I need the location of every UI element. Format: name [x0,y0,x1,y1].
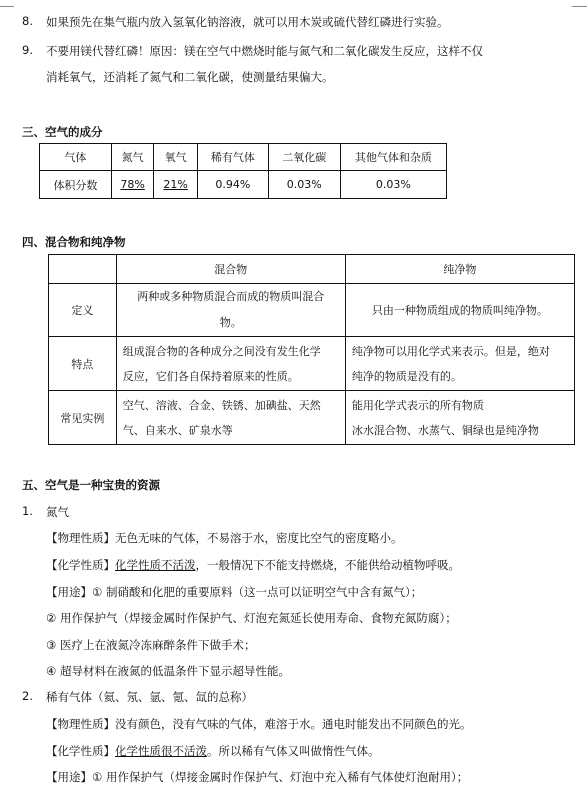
crop-mark [0,6,14,7]
cell-text: 只由一种物质组成的物质叫纯净物。 [371,304,548,317]
property-text: ，一般情况下不能支持燃烧，不能供给动植物呼吸。 [195,558,460,572]
subsection-title: 稀有气体（氦、氖、氩、氪、氙的总称） [46,690,253,704]
use-item: ④ 超导材料在液氮的低温条件下显示超导性能。 [46,664,290,678]
cell-value: 21% [163,178,188,191]
property-tag: 【化学性质】 [46,744,115,758]
property-line [46,716,472,732]
cell-text: 气、自来水、矿泉水等 [122,423,233,437]
list-item-text: 不要用镁代替红磷！原因：镁在空气中燃烧时能与氮气和二氧化碳发生反应，这样不仅 [46,44,483,58]
cell-text: 物。 [219,316,242,329]
list-item-text: 消耗氧气，还消耗了氮气和二氧化碳，使测量结果偏大。 [46,70,334,84]
section-heading: 三、空气的成分 [22,125,103,139]
table-cell [345,391,574,445]
table-cell: 0.03% [340,171,446,199]
subsection-title: 氮气 [46,505,69,519]
property-text: ① 用作保护气（焊接金属时作保护气、灯泡中充入稀有气体使灯泡耐用）； [92,770,469,784]
property-text: 。所以稀有气体又叫做惰性气体。 [207,744,380,758]
property-key-text: 化学性质不活泼 [115,558,196,572]
crop-mark [572,6,587,7]
property-line [46,743,380,759]
list-number: 1. [22,504,33,518]
table-cell [116,391,345,445]
property-key-text: 化学性质很不活泼 [115,744,207,758]
table-row-label: 定义 [49,284,117,337]
property-text: 无色无味的气体，不易溶于水，密度比空气的密度略小。 [115,531,403,545]
property-tag: 【用途】 [46,770,92,784]
table-header: 氧气 [154,144,198,171]
list-item-text: 如果预先在集气瓶内放入氢氧化钠溶液，就可以用木炭或硫代替红磷进行实验。 [46,15,449,29]
table-cell [345,284,574,337]
table-cell [111,171,154,199]
air-composition-table [39,143,447,199]
table-cell [116,337,345,391]
cell-text: 空气、溶液、合金、铁锈、加碘盐、天然 [122,398,321,412]
table-cell [116,284,345,337]
table-row-label: 体积分数 [40,171,112,199]
property-tag: 【用途】 [46,585,92,599]
section-heading: 四、混合物和纯净物 [22,235,126,249]
cell-value: 78% [120,178,145,191]
property-text: ① 制硝酸和化肥的重要原料（这一点可以证明空气中含有氮气）； [92,585,423,599]
table-header: 二氧化碳 [268,144,340,171]
property-line [46,584,422,600]
table-header: 稀有气体 [197,144,268,171]
table-cell: 0.03% [268,171,340,199]
property-line [46,557,460,573]
table-cell [345,337,574,391]
table-cell [154,171,198,199]
use-item: ③ 医疗上在液氮冷冻麻醉条件下做手术； [46,638,256,652]
table-header: 混合物 [116,255,345,284]
table-cell: 0.94% [197,171,268,199]
list-number: 9. [22,43,33,57]
property-tag: 【化学性质】 [46,558,115,572]
cell-text: 冰水混合物、水蒸气、铜绿也是纯净物 [351,423,539,437]
property-tag: 【物理性质】 [46,531,115,545]
table-header: 气体 [40,144,112,171]
list-number: 2. [22,689,33,703]
table-row-label: 特点 [49,337,117,391]
table-header: 纯净物 [345,255,574,284]
table-header: 其他气体和杂质 [340,144,446,171]
use-item: ② 用作保护气（焊接金属时作保护气、灯泡充氮延长使用寿命、食物充氮防腐）； [46,611,457,625]
property-line [46,769,468,785]
cell-text: 纯净物可以用化学式来表示。但是，绝对 [351,344,550,358]
cell-text: 反应，它们各自保持着原来的性质。 [122,369,299,383]
cell-text: 纯净的物质是没有的。 [351,369,462,383]
property-text: 没有颜色，没有气味的气体，难溶于水。通电时能发出不同颜色的光。 [115,717,472,731]
property-line [46,530,403,546]
table-row-label: 常见实例 [49,391,117,445]
cell-text: 组成混合物的各种成分之间没有发生化学 [122,344,321,358]
table-header: 氮气 [111,144,154,171]
cell-text: 能用化学式表示的所有物质 [351,398,484,412]
table-corner [49,255,117,284]
list-number: 8. [22,14,33,28]
cell-text: 两种或多种物质混合而成的物质叫混合 [137,290,325,303]
section-heading: 五、空气是一种宝贵的资源 [22,478,160,492]
property-tag: 【物理性质】 [46,717,115,731]
mixture-pure-table [48,254,575,445]
